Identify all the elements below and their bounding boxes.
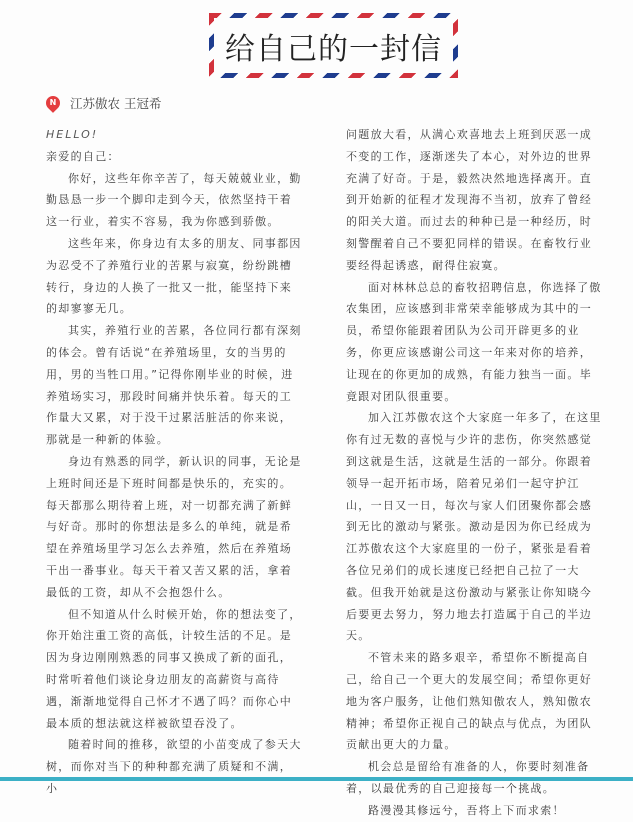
paragraph: 其实，养殖行业的苦累，各位同行都有深刻的体会。曾有话说“在养殖场里，女的当男的用，男的当牲口用。”记得你刚毕业的时候，进养殖场实习，那段时间痛并快乐着。每天的工作量大又累，对于没干过累活脏活的你来说，那就是一种新的体验。 bbox=[46, 324, 302, 447]
paragraph: 这些年来，你身边有太多的朋友、同事都因为忍受不了养殖行业的苦累与寂寞，纷纷跳槽转行，身边的人换了一批又一批，能坚持下来的却寥寥无几。 bbox=[46, 236, 302, 316]
location-pin-icon: N bbox=[43, 93, 63, 113]
paragraph: 面对林林总总的畜牧招聘信息，你选择了傲农集团，应该感到非常荣幸能够成为其中的一员，希望你能跟着团队为公司开辟更多的业务，你更应该感谢公司这一年来对你的培养，让现在的你更加的成熟，有能力独当一面。毕竟跟对团队很重要。 bbox=[346, 280, 602, 403]
page-title: 给自己的一封信 bbox=[225, 31, 442, 67]
paragraph: 随着时间的推移，欲望的小苗变成了参天大树，而你对当下的种种都充满了质疑和不满，小 bbox=[46, 738, 302, 795]
greeting: 亲爱的自己： bbox=[46, 149, 120, 163]
closing-line: 路漫漫其修远兮，吾将上下而求索！ bbox=[368, 803, 565, 817]
author-name: 江苏傲农 王冠希 bbox=[70, 96, 162, 111]
title-panel bbox=[214, 18, 453, 73]
paragraph: 不管未来的路多艰辛，希望你不断提高自己，给自己一个更大的发展空间；希望你更好地为客户服务，让他们熟知傲农人，熟知傲农精神；希望你正视自己的缺点与优点，为团队贡献出更大的力量。 bbox=[346, 651, 592, 752]
letter-column-right bbox=[346, 124, 602, 822]
paragraph: 机会总是留给有准备的人，你要时刻准备着，以最优秀的自己迎接每一个挑战。 bbox=[346, 760, 590, 795]
paragraph: 但不知道从什么时候开始，你的想法变了，你开始注重工资的高低，计较生活的不足。是因为身边刚刚熟悉的同事又换成了新的面孔，时常听着他们谈论身边朋友的高薪资与高待遇，渐渐地觉得自己怀才不遇了吗？而你心中最本质的想法就这样被欲望吞没了。 bbox=[46, 607, 302, 730]
paragraph: 加入江苏傲农这个大家庭一年多了，在这里你有过无数的喜悦与少许的悲伤，你突然感觉到这就是生活，这就是生活的一部分。你跟着领导一起开拓市场，陪着兄弟们一起守护江山，一日又一日，每次与家人们团聚你都会感到无比的激动与紧张。激动是因为你已经成为江苏傲农这个大家庭里的一份子，紧张是看着各位兄弟们的成长速度已经把自己拉了一大截。但我开始就是这份激动与紧张让你知晓今后要更去努力，努力地去打造属于自己的半边天。 bbox=[346, 411, 602, 643]
footer-bar bbox=[0, 777, 633, 781]
paragraph-continued: 问题放大看，从满心欢喜地去上班到厌恶一成不变的工作，逐渐迷失了本心，对外边的世界充满了好奇。于是，毅然决然地选择离开。直到开始新的征程才发现海不当初，放弃了曾经的阳关大道。而过去的种种已是一种经历，时刻警醒着自己不要犯同样的错误。在畜牧行业要经得起诱惑，耐得住寂寞。 bbox=[346, 128, 592, 272]
paragraph: 你好，这些年你辛苦了，每天兢兢业业，勤勤恳恳一步一个脚印走到今天，依然坚持干着这一行业，着实不容易，我为你感到骄傲。 bbox=[46, 171, 302, 229]
greeting-english: HELLO! bbox=[46, 128, 99, 141]
paragraph: 身边有熟悉的同学，新认识的同事，无论是上班时间还是下班时间都是快乐的，充实的。每天都那么期待着上班，对一切都充满了新鲜与好奇。那时的你想法是多么的单纯，就是希望在养殖场里学习怎么去养殖，然后在养殖场干出一番事业。每天干着又苦又累的活，拿着最低的工资，却从不会抱怨什么。 bbox=[46, 454, 302, 599]
author-line bbox=[46, 94, 161, 112]
letter-column-left bbox=[46, 124, 302, 800]
title-envelope-frame bbox=[209, 13, 458, 78]
